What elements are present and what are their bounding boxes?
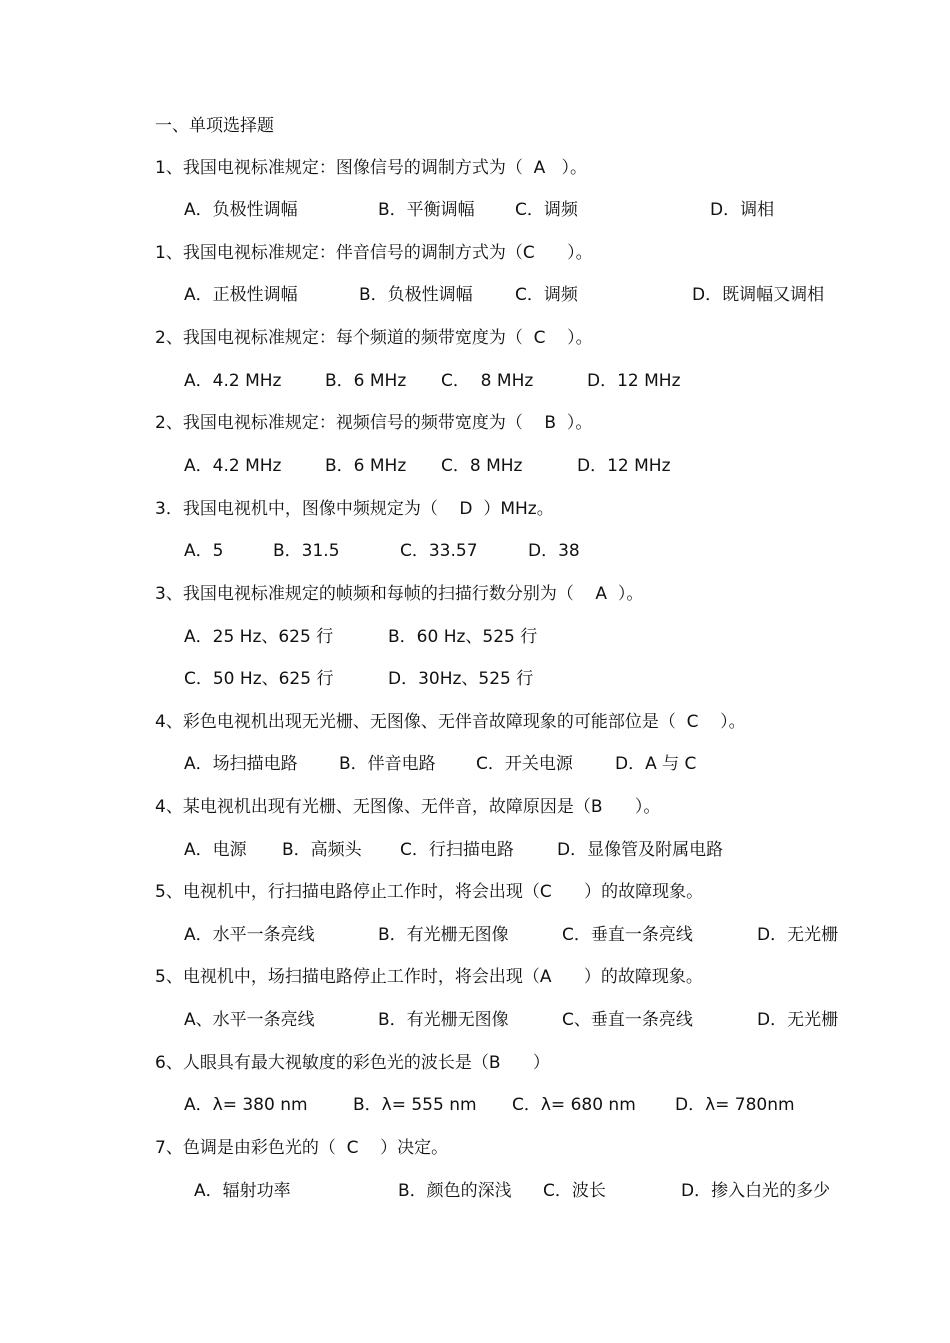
question-text: 4、某电视机出现有光栅、无图像、无伴音，故障原因是（B ）。 xyxy=(155,797,661,817)
section-title: 一、单项选择题 xyxy=(155,116,274,136)
option-b: B．6 MHz xyxy=(325,371,407,391)
question-text: 2、我国电视标准规定：视频信号的频带宽度为（ B ）。 xyxy=(155,413,593,433)
option-a: A．25 Hz、625 行 xyxy=(184,627,334,647)
question-text: 2、我国电视标准规定：每个频道的频带宽度为（ C ）。 xyxy=(155,328,593,348)
option-b: B．平衡调幅 xyxy=(378,200,475,220)
question-text: 6、人眼具有最大视敏度的彩色光的波长是（B ） xyxy=(155,1053,550,1073)
question-text: 1、我国电视标准规定：图像信号的调制方式为（ A ）。 xyxy=(155,158,587,178)
option-b: B．λ= 555 nm xyxy=(353,1095,477,1115)
option-a: A．λ= 380 nm xyxy=(184,1095,308,1115)
question-text: 5、电视机中，行扫描电路停止工作时，将会出现（C ）的故障现象。 xyxy=(155,882,704,902)
option-d: D．既调幅又调相 xyxy=(692,285,825,305)
question-text: 5、电视机中，场扫描电路停止工作时，将会出现（A ）的故障现象。 xyxy=(155,967,703,987)
question-text: 7、色调是由彩色光的（ C ）决定。 xyxy=(155,1138,449,1158)
option-c: C．行扫描电路 xyxy=(400,840,514,860)
question-text: 1、我国电视标准规定：伴音信号的调制方式为（C ）。 xyxy=(155,243,593,263)
option-d: D．A 与 C xyxy=(615,754,697,774)
option-b: B．伴音电路 xyxy=(339,754,436,774)
option-b: B．有光栅无图像 xyxy=(378,925,509,945)
question-text: 4、彩色电视机出现无光栅、无图像、无伴音故障现象的可能部位是（ C ）。 xyxy=(155,712,746,732)
option-b: B．高频头 xyxy=(282,840,362,860)
option-d: D．38 xyxy=(528,541,580,561)
option-d: D．掺入白光的多少 xyxy=(681,1181,831,1201)
option-d: D．显像管及附属电路 xyxy=(557,840,724,860)
option-c: C．33.57 xyxy=(400,541,478,561)
option-a: A、水平一条亮线 xyxy=(184,1010,315,1030)
option-d: D．12 MHz xyxy=(587,371,681,391)
option-a: A．正极性调幅 xyxy=(184,285,298,305)
option-b: B．6 MHz xyxy=(325,456,407,476)
option-d: D．调相 xyxy=(710,200,775,220)
option-b: B．有光栅无图像 xyxy=(378,1010,509,1030)
option-c: C．垂直一条亮线 xyxy=(562,925,693,945)
question-text: 3．我国电视机中，图像中频规定为（ D ）MHz。 xyxy=(155,499,554,519)
option-c: C．调频 xyxy=(515,200,578,220)
option-c: C．8 MHz xyxy=(441,456,523,476)
option-b: B．31.5 xyxy=(273,541,340,561)
option-a: A．辐射功率 xyxy=(194,1181,291,1201)
option-c: C、垂直一条亮线 xyxy=(562,1010,693,1030)
option-c: C．开关电源 xyxy=(476,754,573,774)
option-c: C．调频 xyxy=(515,285,578,305)
option-c: C． 8 MHz xyxy=(441,371,534,391)
option-d: D．无光栅 xyxy=(757,925,839,945)
option-d: D．无光栅 xyxy=(757,1010,839,1030)
option-d: D．λ= 780nm xyxy=(675,1095,795,1115)
option-d: D．12 MHz xyxy=(577,456,671,476)
option-c: C．50 Hz、625 行 xyxy=(184,669,334,689)
option-a: A．水平一条亮线 xyxy=(184,925,315,945)
question-text: 3、我国电视标准规定的帧频和每帧的扫描行数分别为（ A ）。 xyxy=(155,584,644,604)
option-a: A．4.2 MHz xyxy=(184,371,282,391)
option-a: A．4.2 MHz xyxy=(184,456,282,476)
option-c: C．波长 xyxy=(543,1181,606,1201)
option-a: A．场扫描电路 xyxy=(184,754,298,774)
option-b: B．60 Hz、525 行 xyxy=(388,627,538,647)
option-b: B．负极性调幅 xyxy=(359,285,473,305)
option-b: B．颜色的深浅 xyxy=(398,1181,512,1201)
option-a: A．电源 xyxy=(184,840,247,860)
option-a: A．负极性调幅 xyxy=(184,200,298,220)
option-c: C．λ= 680 nm xyxy=(512,1095,636,1115)
option-d: D．30Hz、525 行 xyxy=(388,669,534,689)
option-a: A．5 xyxy=(184,541,224,561)
